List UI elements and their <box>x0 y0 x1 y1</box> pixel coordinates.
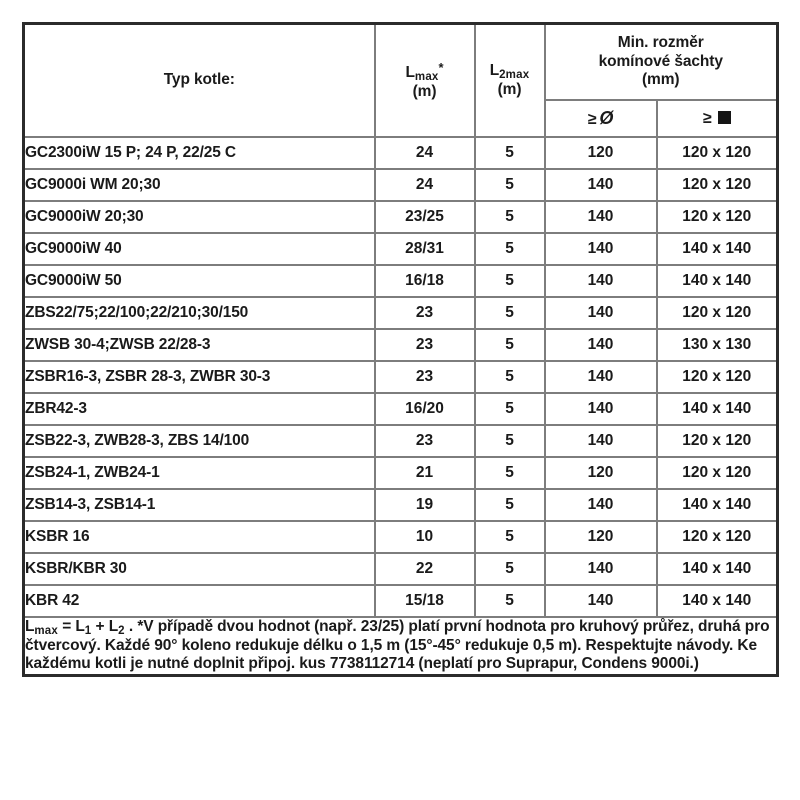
formula-l: L <box>25 618 35 635</box>
table-footer <box>24 617 778 675</box>
cell-boiler-type: ZBS22/75;22/100;22/210;30/150 <box>24 297 375 329</box>
cell-boiler-type: ZSB22-3, ZWB28-3, ZBS 14/100 <box>24 425 375 457</box>
cell-lmax: 16/20 <box>375 393 475 425</box>
cell-boiler-type: ZBR42-3 <box>24 393 375 425</box>
table-row <box>24 489 778 521</box>
formula-eq: = L <box>58 618 85 635</box>
table-row <box>24 233 778 265</box>
cell-square: 120 x 120 <box>657 137 778 169</box>
cell-boiler-type: GC9000iW 20;30 <box>24 201 375 233</box>
cell-boiler-type: KSBR/KBR 30 <box>24 553 375 585</box>
cell-l2max: 5 <box>475 233 545 265</box>
cell-l2max: 5 <box>475 457 545 489</box>
footnote-text: *V případě dvou hodnot (např. 23/25) platí první hodnota pro kruhový průřez, druhá pro čtvercový. Každé 90° koleno redukuje délku o 1,5 m (15°-45° redukuje 0,5 m). Respektujte návody. Ke každému kotli je nutné doplnit připoj. kus 7738112714 (neplatí pro Suprapur, Condens 9000i.) <box>25 618 770 673</box>
cell-circular: 140 <box>545 489 657 521</box>
table-body <box>24 137 778 617</box>
cell-l2max: 5 <box>475 521 545 553</box>
table-row <box>24 169 778 201</box>
footnote-row <box>24 617 778 675</box>
cell-lmax: 22 <box>375 553 475 585</box>
l2max-main: L <box>489 61 500 79</box>
greater-equal-icon: ≥ <box>702 109 712 127</box>
column-header-boiler-type-label: Typ kotle: <box>163 71 235 89</box>
cell-square: 140 x 140 <box>657 393 778 425</box>
cell-circular: 140 <box>545 169 657 201</box>
cell-lmax: 23 <box>375 425 475 457</box>
lmax-subscript: max <box>414 71 439 84</box>
cell-lmax: 24 <box>375 137 475 169</box>
cell-l2max: 5 <box>475 425 545 457</box>
l2max-subscript: 2max <box>499 68 530 81</box>
table-row <box>24 265 778 297</box>
cell-boiler-type: GC2300iW 15 P; 24 P, 22/25 C <box>24 137 375 169</box>
cell-circular: 120 <box>545 521 657 553</box>
cell-circular: 140 <box>545 201 657 233</box>
table-row <box>24 457 778 489</box>
formula-sub-max: max <box>34 625 58 637</box>
cell-square: 140 x 140 <box>657 585 778 617</box>
square-filled-icon <box>718 111 731 124</box>
cell-boiler-type: ZSBR16-3, ZSBR 28-3, ZWBR 30-3 <box>24 361 375 393</box>
table-row <box>24 297 778 329</box>
cell-l2max: 5 <box>475 553 545 585</box>
column-header-lmax <box>375 24 475 138</box>
formula-sub-1: 1 <box>84 625 92 637</box>
min-shaft-line3: (mm) <box>642 71 680 89</box>
min-shaft-line1: Min. rozměr <box>617 34 704 52</box>
l2max-unit: (m) <box>497 80 522 98</box>
lmax-footnote-marker: * <box>438 60 444 76</box>
cell-square: 140 x 140 <box>657 489 778 521</box>
cell-lmax: 24 <box>375 169 475 201</box>
cell-lmax: 15/18 <box>375 585 475 617</box>
cell-boiler-type: ZWSB 30-4;ZWSB 22/28-3 <box>24 329 375 361</box>
min-shaft-line2: komínové šachty <box>598 52 723 70</box>
cell-l2max: 5 <box>475 297 545 329</box>
spec-table-container <box>22 22 776 677</box>
footnote-formula <box>25 618 133 635</box>
cell-lmax: 23/25 <box>375 201 475 233</box>
column-header-circular <box>545 100 657 137</box>
header-row-main <box>24 24 778 101</box>
cell-circular: 140 <box>545 553 657 585</box>
table-row <box>24 201 778 233</box>
cell-lmax: 23 <box>375 297 475 329</box>
cell-circular: 140 <box>545 393 657 425</box>
cell-boiler-type: GC9000iW 50 <box>24 265 375 297</box>
cell-lmax: 28/31 <box>375 233 475 265</box>
cell-l2max: 5 <box>475 169 545 201</box>
cell-l2max: 5 <box>475 329 545 361</box>
cell-lmax: 16/18 <box>375 265 475 297</box>
cell-lmax: 10 <box>375 521 475 553</box>
cell-circular: 140 <box>545 265 657 297</box>
chimney-spec-table <box>22 22 779 677</box>
greater-equal-icon: ≥ <box>587 110 597 128</box>
cell-l2max: 5 <box>475 361 545 393</box>
cell-circular: 140 <box>545 233 657 265</box>
cell-square: 120 x 120 <box>657 425 778 457</box>
cell-circular: 120 <box>545 137 657 169</box>
cell-square: 140 x 140 <box>657 233 778 265</box>
cell-boiler-type: ZSB14-3, ZSB14-1 <box>24 489 375 521</box>
table-row <box>24 361 778 393</box>
footnote-cell <box>24 617 778 675</box>
diameter-icon: Ø <box>599 107 614 128</box>
column-header-l2max <box>475 24 545 138</box>
table-row <box>24 521 778 553</box>
formula-plus: + L <box>91 618 119 635</box>
cell-circular: 120 <box>545 457 657 489</box>
table-row <box>24 425 778 457</box>
cell-boiler-type: GC9000i WM 20;30 <box>24 169 375 201</box>
formula-dot: . <box>124 618 134 635</box>
table-header <box>24 24 778 138</box>
cell-square: 120 x 120 <box>657 521 778 553</box>
cell-lmax: 21 <box>375 457 475 489</box>
table-row <box>24 553 778 585</box>
cell-lmax: 23 <box>375 361 475 393</box>
table-row <box>24 329 778 361</box>
cell-boiler-type: KSBR 16 <box>24 521 375 553</box>
cell-l2max: 5 <box>475 201 545 233</box>
column-header-square <box>657 100 778 137</box>
table-row <box>24 585 778 617</box>
cell-boiler-type: GC9000iW 40 <box>24 233 375 265</box>
cell-l2max: 5 <box>475 137 545 169</box>
cell-circular: 140 <box>545 425 657 457</box>
formula-sub-2: 2 <box>118 625 125 637</box>
cell-l2max: 5 <box>475 265 545 297</box>
cell-l2max: 5 <box>475 393 545 425</box>
column-header-boiler-type <box>24 24 375 138</box>
cell-square: 120 x 120 <box>657 457 778 489</box>
column-header-min-shaft-size <box>545 24 778 101</box>
cell-square: 120 x 120 <box>657 297 778 329</box>
cell-l2max: 5 <box>475 489 545 521</box>
cell-square: 140 x 140 <box>657 553 778 585</box>
cell-circular: 140 <box>545 297 657 329</box>
cell-boiler-type: KBR 42 <box>24 585 375 617</box>
cell-square: 120 x 120 <box>657 361 778 393</box>
cell-square: 130 x 130 <box>657 329 778 361</box>
lmax-unit: (m) <box>412 83 437 101</box>
lmax-main: L <box>405 64 415 82</box>
table-row <box>24 137 778 169</box>
cell-square: 120 x 120 <box>657 169 778 201</box>
cell-lmax: 23 <box>375 329 475 361</box>
cell-square: 140 x 140 <box>657 265 778 297</box>
cell-circular: 140 <box>545 329 657 361</box>
cell-l2max: 5 <box>475 585 545 617</box>
cell-circular: 140 <box>545 361 657 393</box>
cell-boiler-type: ZSB24-1, ZWB24-1 <box>24 457 375 489</box>
cell-circular: 140 <box>545 585 657 617</box>
cell-square: 120 x 120 <box>657 201 778 233</box>
table-row <box>24 393 778 425</box>
cell-lmax: 19 <box>375 489 475 521</box>
